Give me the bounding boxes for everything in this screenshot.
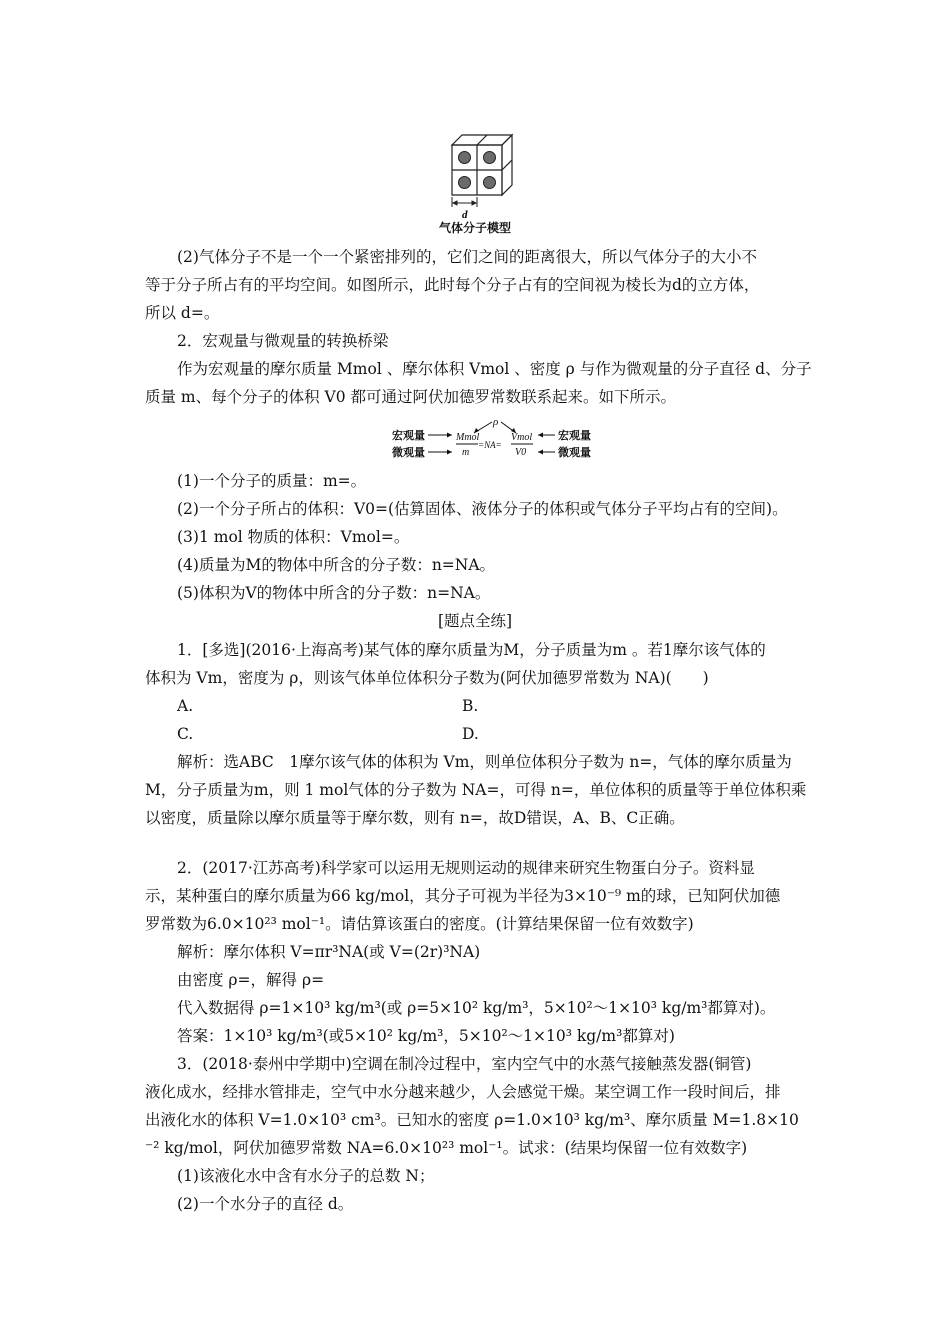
section-2-text-line-1: 作为宏观量的摩尔质量 Mmol 、摩尔体积 Vmol 、密度 ρ 与作为微观量的分子直径 d、分子	[177, 360, 812, 378]
question-2-line-2: 示，某种蛋白的摩尔质量为66 kg/mol，其分子可视为半径为3×10⁻⁹ m的球，已知阿伏加德	[145, 887, 781, 905]
formula-3: (3)1 mol 物质的体积：Vmol=。	[177, 528, 410, 546]
question-1-solution-line-2: M，分子质量为m，则 1 mol气体的分子数为 NA=，可得 n=，单位体积的质量等于单位体积乘	[145, 781, 807, 799]
dimension-label: d	[462, 209, 468, 221]
question-2-line-3: 罗常数为6.0×10²³ mol⁻¹。请估算该蛋白的密度。(计算结果保留一位有效数字)	[145, 915, 694, 933]
gas-paragraph-line-1: (2)气体分子不是一个一个紧密排列的，它们之间的距离很大，所以气体分子的大小不	[177, 248, 757, 266]
gas-paragraph-line-3: 所以 d=。	[145, 304, 220, 322]
formula-2: (2)一个分子所占的体积：V0=(估算固体、液体分子的体积或气体分子平均占有的空间)。	[177, 500, 788, 518]
practice-section-title: [题点全练]	[437, 612, 513, 630]
formula-4: (4)质量为M的物体中所含的分子数：n=NA。	[177, 556, 496, 574]
diagram-right-top-label: 宏观量	[558, 429, 591, 442]
diagram-right-bottom-label: 微观量	[558, 446, 591, 459]
option-a: A.	[177, 697, 194, 715]
formula-5: (5)体积为V的物体中所含的分子数：n=NA。	[177, 584, 491, 602]
question-3-line-1: 3．(2018·泰州中学期中)空调在制冷过程中，室内空气中的水蒸气接触蒸发器(铜管)	[177, 1055, 752, 1073]
question-1-line-2: 体积为 Vm，密度为 ρ，则该气体单位体积分子数为(阿伏加德罗常数为 NA)( )	[145, 669, 709, 687]
question-2-solution-line-3: 代入数据得 ρ=1×10³ kg/m³(或 ρ=5×10² kg/m³，5×10²～1×10³ kg/m³都算对)。	[177, 999, 776, 1017]
question-1-line-1: 1．[多选](2016·上海高考)某气体的摩尔质量为M，分子质量为m 。若1摩尔该气体的	[177, 641, 766, 659]
question-3-part-2: (2)一个水分子的直径 d。	[177, 1195, 354, 1213]
section-2-title: 2．宏观量与微观量的转换桥梁	[177, 332, 389, 350]
question-3-part-1: (1)该液化水中含有水分子的总数 N；	[177, 1167, 435, 1185]
conversion-diagram	[390, 414, 610, 464]
diagram-na: =NA=	[478, 440, 502, 450]
option-d: D.	[462, 725, 479, 743]
gas-paragraph-line-2: 等于分子所占有的平均空间。如图所示，此时每个分子占有的空间视为棱长为d的立方体，	[145, 276, 760, 294]
question-3-line-4: ⁻² kg/mol，阿伏加德罗常数 NA=6.0×10²³ mol⁻¹。试求：(结果均保留一位有效数字)	[145, 1139, 748, 1157]
question-1-solution-line-3: 以密度，质量除以摩尔质量等于摩尔数，则有 n=，故D错误，A、B、C正确。	[145, 809, 685, 827]
question-3-line-2: 液化成水，经排水管排走，空气中水分越来越少，人会感觉干燥。某空调工作一段时间后，排	[145, 1083, 781, 1101]
section-2-text-line-2: 质量 m、每个分子的体积 V0 都可通过阿伏加德罗常数联系起来。如下所示。	[145, 388, 677, 406]
diagram-rho: ρ	[493, 416, 499, 428]
diagram-m-mol: Mmol	[456, 432, 480, 443]
diagram-m: m	[462, 447, 470, 458]
diagram-left-bottom-label: 微观量	[392, 446, 425, 459]
question-2-solution-line-2: 由密度 ρ=，解得 ρ=	[177, 971, 325, 989]
option-b: B.	[462, 697, 479, 715]
diagram-v0: V0	[515, 447, 527, 458]
formula-1: (1)一个分子的质量：m=。	[177, 472, 367, 490]
question-1-solution-line-1: 解析：选ABC 1摩尔该气体的体积为 Vm，则单位体积分子数为 n=，气体的摩尔质量为	[177, 753, 792, 771]
option-c: C.	[177, 725, 194, 743]
question-2-answer: 答案：1×10³ kg/m³(或5×10² kg/m³，5×10²～1×10³ kg/m³都算对)	[177, 1027, 675, 1045]
figure-caption: 气体分子模型	[438, 221, 511, 235]
diagram-v-mol: Vmol	[511, 432, 533, 443]
question-2-line-1: 2．(2017·江苏高考)科学家可以运用无规则运动的规律来研究生物蛋白分子。资料显	[177, 859, 755, 877]
diagram-left-top-label: 宏观量	[392, 429, 425, 442]
question-3-line-3: 出液化水的体积 V=1.0×10³ cm³。已知水的密度 ρ=1.0×10³ kg/m³、摩尔质量 M=1.8×10	[145, 1111, 799, 1129]
question-2-solution-line-1: 解析：摩尔体积 V=πr³NA(或 V=(2r)³NA)	[177, 943, 481, 961]
